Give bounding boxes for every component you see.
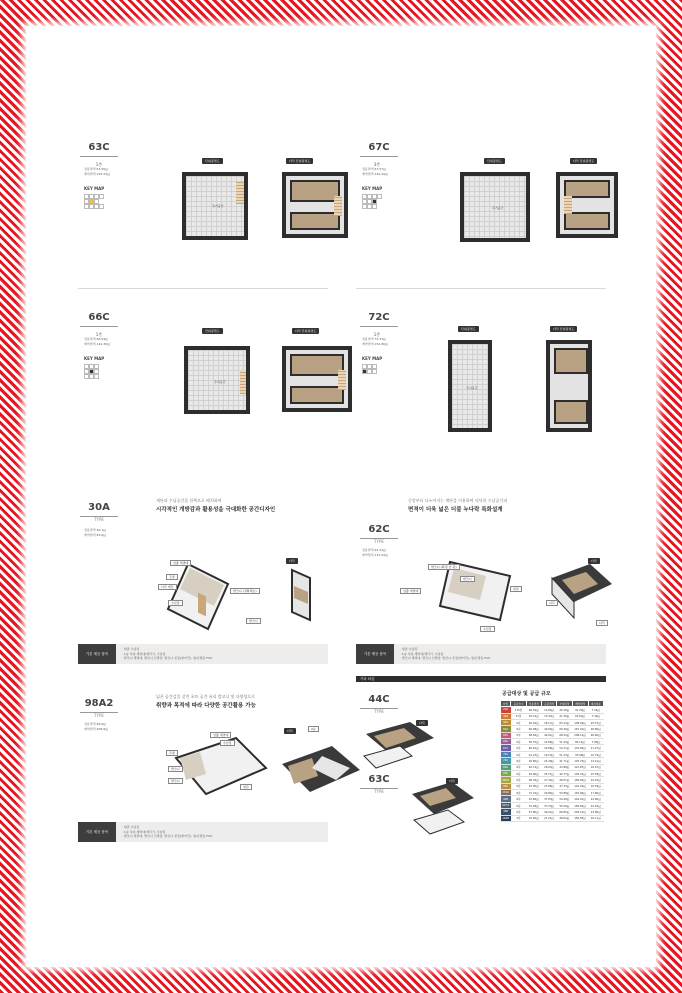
table-cell: 54.11㎡ — [557, 745, 572, 751]
table-cell: 43.88㎡ — [557, 764, 572, 770]
callout: 입출 세면대 — [170, 560, 191, 566]
page-footer: · — [78, 864, 79, 867]
table-cell: 9실 — [511, 764, 526, 770]
supply-table-title: 공급대상 및 공급 규모 — [502, 691, 551, 697]
table-cell: 26.16㎡ — [557, 707, 572, 713]
type-swatch-cell: 67C — [501, 745, 511, 751]
unit-area-contract: 142.30㎡ — [96, 342, 111, 346]
type-swatch-cell: 20A — [501, 707, 511, 713]
unit-code-card — [80, 142, 118, 157]
unit-info: 1층 전용면적 66.54㎡ 계약면적 142.30㎡ — [84, 332, 114, 347]
table-cell: 96.34㎡ — [526, 777, 541, 783]
table-cell: 7.90㎡ — [588, 739, 603, 745]
table-cell: 208.12㎡ — [572, 732, 588, 738]
table-cell: 16.07㎡ — [588, 764, 603, 770]
table-cell: 150.83㎡ — [572, 815, 588, 821]
loft-mezzanine — [290, 354, 344, 376]
table-cell: 66.26㎡ — [557, 726, 572, 732]
plan-tag: 다락 단위평면도 — [570, 158, 597, 164]
table-cell: 68.85㎡ — [557, 809, 572, 815]
unit-floor: 1층 — [95, 162, 103, 167]
callout: 주방 — [166, 574, 178, 580]
table-cell: 7.30㎡ — [588, 713, 603, 719]
table-cell: 9실 — [511, 770, 526, 776]
table-cell: 21.39㎡ — [557, 713, 572, 719]
table-cell: 167.24㎡ — [572, 726, 588, 732]
table-cell: 152.96㎡ — [572, 790, 588, 796]
type-word: TYPE — [94, 713, 104, 718]
loft-plan — [556, 172, 618, 238]
room-label: 주거공간 — [214, 380, 226, 384]
keymap-icon — [362, 194, 388, 214]
table-cell: 51.33㎡ — [557, 739, 572, 745]
unit-area-exclusive: 62.14㎡ — [374, 548, 387, 552]
callout: 다락 — [546, 600, 558, 606]
table-cell: 37.83㎡ — [541, 796, 556, 802]
table-cell: 16.39㎡ — [588, 783, 603, 789]
included-items-bar — [356, 644, 606, 664]
table-cell: 40.21㎡ — [541, 809, 556, 815]
supply-table-header: 타입 — [501, 701, 511, 707]
table-cell: 15.58㎡ — [588, 770, 603, 776]
table-cell: 62.44㎡ — [526, 719, 541, 725]
table-cell: 26.80㎡ — [588, 726, 603, 732]
type-swatch-cell: 62C — [501, 726, 511, 732]
callout: 주방 — [166, 750, 178, 756]
table-cell: 25.71㎡ — [541, 770, 556, 776]
unit-info: 3층 전용면적 67.57㎡ 계약면적 142.29㎡ — [362, 162, 392, 177]
unit-info: 전용면적 30.1㎡ 계약면적 63.6㎡ — [84, 528, 107, 537]
loft-mezzanine — [290, 212, 340, 230]
plan-tag: 단위평면도 — [458, 326, 479, 332]
stair — [564, 196, 572, 214]
plan-tag: 단위평면도 — [484, 158, 505, 164]
unit-area-contract: 63.6㎡ — [96, 533, 107, 537]
isometric-63c — [404, 774, 484, 844]
type-swatch-cell: 66C — [501, 739, 511, 745]
unit-code: 63C — [80, 142, 118, 157]
callout: 발코니 — [460, 576, 475, 582]
unit-area-contract: 142.29㎡ — [374, 172, 389, 176]
table-cell: 67.05㎡ — [526, 783, 541, 789]
table-cell: 3실 — [511, 815, 526, 821]
table-cell: 9실 — [511, 802, 526, 808]
table-cell: 9실 — [511, 739, 526, 745]
unit-area-exclusive: 72.33㎡ — [374, 337, 387, 341]
keymap-label: KEY MAP — [84, 356, 105, 361]
unit-code: 98A2 — [80, 698, 118, 713]
canvas — [26, 26, 656, 967]
callout: 현관 — [510, 586, 522, 592]
plan-tag: 다락 단위평면도 — [286, 158, 313, 164]
supply-table-header: 공급호수 — [511, 701, 526, 707]
table-cell: 63.64㎡ — [572, 713, 588, 719]
included-items-bar — [78, 822, 328, 842]
unit-floor: 1층 — [373, 332, 381, 337]
table-cell: 26.60㎡ — [588, 732, 603, 738]
stair — [240, 370, 246, 394]
callout: 다락 — [596, 620, 608, 626]
included-items-list: · 현관 수납장 · 1층 샤워 세면대/세탁기, 수납장 · 발코니 세면대, 발코니 신발장, 발코니 천장(에어컨), 냉/난방용 FCU — [122, 647, 213, 660]
table-cell: 25.57㎡ — [588, 719, 603, 725]
table-cell: 63.90㎡ — [526, 770, 541, 776]
floor-plan — [182, 172, 248, 240]
type-swatch-cell: 44B — [501, 796, 511, 802]
type-swatch-cell: 90C — [501, 770, 511, 776]
supply-table-header: 전용면적 — [526, 701, 541, 707]
table-cell: 54.28㎡ — [557, 796, 572, 802]
supply-table — [500, 700, 604, 822]
room-label: 주거공간 — [492, 206, 504, 210]
loft-mezzanine — [564, 212, 610, 230]
keymap-icon — [84, 194, 110, 214]
table-cell: 47.33㎡ — [557, 783, 572, 789]
table-cell: 13.43㎡ — [541, 713, 556, 719]
table-cell: 10.79㎡ — [588, 751, 603, 757]
table-cell: 50.88㎡ — [557, 790, 572, 796]
table-cell: 9실 — [511, 783, 526, 789]
table-cell: 65.24㎡ — [557, 719, 572, 725]
unit-code: 67C — [360, 142, 398, 157]
unit-code: 44C — [360, 694, 398, 709]
unit-area-contract: 152.86㎡ — [374, 342, 389, 346]
included-items-label: 기본 제공 품목 — [356, 644, 394, 664]
supply-table-header: 공용면적 — [541, 701, 556, 707]
type-swatch-cell: 30A — [501, 713, 511, 719]
table-cell: 138.29㎡ — [572, 719, 588, 725]
table-cell: 17.80㎡ — [588, 790, 603, 796]
unit-area-exclusive: 63.95㎡ — [96, 167, 109, 171]
unit-area-contract: 131.93㎡ — [374, 553, 389, 557]
unit-code: 30A — [80, 502, 118, 517]
table-cell: 184.82㎡ — [572, 802, 588, 808]
table-cell: 27.86㎡ — [541, 783, 556, 789]
loft-tag: 다락 — [286, 558, 298, 564]
table-cell: 205.15㎡ — [572, 809, 588, 815]
type-swatch-cell: 46B — [501, 809, 511, 815]
plan-tag: 다락 단위평면도 — [550, 326, 577, 332]
table-cell: 169.83㎡ — [572, 777, 588, 783]
unit-code-card — [80, 698, 118, 718]
table-cell: 29.63㎡ — [541, 764, 556, 770]
plan-tag: 단위평면도 — [202, 158, 223, 164]
table-cell: 30.14㎡ — [526, 713, 541, 719]
isometric-loft — [284, 566, 324, 626]
loft-plan — [546, 340, 592, 432]
table-cell: 18.17㎡ — [541, 719, 556, 725]
loft-tag: 다락 — [416, 720, 428, 726]
table-cell: 9실 — [511, 745, 526, 751]
unit-code-card — [360, 142, 398, 157]
included-items-list: · 현관 수납장 · 1층 샤워 세면대/세탁기, 수납장 · 발코니 세면대, 발코니 신발장, 발코니 천장(에어컨), 냉/난방용 FCU — [400, 647, 491, 660]
callout: 수납장 — [480, 626, 495, 632]
unit-info: 전용면적 62.14㎡ 계약면적 131.93㎡ — [362, 548, 389, 557]
table-cell: 12.86㎡ — [541, 739, 556, 745]
table-cell: 23.80㎡ — [588, 809, 603, 815]
table-cell: 132.60㎡ — [572, 745, 588, 751]
table-cell: 11.84㎡ — [541, 707, 556, 713]
type-swatch-cell: 44C — [501, 719, 511, 725]
table-cell: 37.23㎡ — [541, 802, 556, 808]
room-label: 주거공간 — [212, 204, 224, 208]
table-cell: 56.75㎡ — [526, 739, 541, 745]
table-cell: 144.91㎡ — [572, 796, 588, 802]
unit-area-exclusive: 66.54㎡ — [96, 337, 109, 341]
table-cell: 7.54㎡ — [588, 707, 603, 713]
type-swatch-cell: 72C — [501, 751, 511, 757]
table-cell: 46.07㎡ — [557, 777, 572, 783]
plan-tag: 단위평면도 — [202, 328, 223, 334]
stair — [334, 196, 342, 216]
unit-code-card — [360, 694, 398, 714]
type-word: TYPE — [374, 709, 384, 714]
table-cell: 85.12㎡ — [572, 739, 588, 745]
page-footer: · — [78, 466, 79, 469]
unit-floor: 1층 — [95, 332, 103, 337]
unit-code: 62C — [360, 524, 398, 539]
type-headline: 취향과 목적에 따라 다양한 공간활용 가능 — [156, 703, 256, 709]
table-cell: 125.74㎡ — [572, 758, 588, 764]
supply-table-header: 대지지분 — [588, 701, 603, 707]
unit-area-exclusive: 98.6㎡ — [96, 722, 107, 726]
loft-mezzanine — [290, 180, 340, 202]
table-cell: 66.61㎡ — [526, 745, 541, 751]
table-cell: 9실 — [511, 790, 526, 796]
table-cell: 9실 — [511, 777, 526, 783]
keymap-label: KEY MAP — [362, 356, 383, 361]
unit-floor: 3층 — [373, 162, 381, 167]
type-description: 계단과 수납공간을 한쪽으로 배치하여 — [156, 498, 222, 503]
type-swatch-cell: 99C — [501, 783, 511, 789]
table-cell: 19.88㎡ — [541, 745, 556, 751]
unit-code: 63C — [360, 774, 398, 789]
table-cell: 121.87㎡ — [572, 764, 588, 770]
table-cell: 91.29㎡ — [572, 707, 588, 713]
plans-page — [70, 90, 612, 480]
callout: 수납장 — [220, 740, 235, 746]
unit-code-card — [360, 312, 398, 327]
types-page — [70, 488, 612, 878]
table-cell: 76.00㎡ — [526, 815, 541, 821]
table-cell: 52.80㎡ — [526, 796, 541, 802]
callout: 현관 — [240, 784, 252, 790]
table-cell: 40.91㎡ — [541, 732, 556, 738]
table-cell: 52.28㎡ — [526, 802, 541, 808]
keymap-icon — [362, 364, 388, 386]
callout: 수납장 — [168, 600, 183, 606]
table-cell: 68.54㎡ — [557, 732, 572, 738]
type-headline: 시각적인 개방감과 활용성을 극대화한 공간디자인 — [156, 507, 276, 513]
unit-info: 1층 전용면적 72.33㎡ 계약면적 152.86㎡ — [362, 332, 392, 347]
type-description: 넓은 공간감을 살린 포트 공간 유리 발코니 및 다양성으로 — [156, 694, 256, 699]
unit-area-exclusive: 67.57㎡ — [374, 167, 387, 171]
table-cell: 19.23㎡ — [541, 751, 556, 757]
type-swatch-cell: 62C3 — [502, 804, 510, 807]
callout: 2층 — [308, 726, 319, 732]
table-cell: 57.80㎡ — [526, 809, 541, 815]
loft-tag: 다락 — [284, 728, 296, 734]
table-cell: 9실 — [511, 726, 526, 732]
type-swatch-cell: 80A — [501, 764, 511, 770]
type-swatch-cell: 63C — [501, 732, 511, 738]
table-cell: 9실 — [511, 796, 526, 802]
stair — [338, 370, 346, 390]
room-label: 주거공간 — [466, 386, 478, 390]
table-cell: 40.77㎡ — [557, 770, 572, 776]
table-cell: 29.85㎡ — [541, 790, 556, 796]
table-cell: 44.23㎡ — [526, 751, 541, 757]
type-description: 중앙부터 나누어지는 계단을 이용하여 넉넉한 수납공간과 — [408, 498, 508, 503]
keymap-label: KEY MAP — [362, 186, 383, 191]
table-cell: 68.56㎡ — [526, 732, 541, 738]
table-cell: 48.62㎡ — [557, 815, 572, 821]
loft-plan — [282, 346, 352, 412]
table-cell: 93.98㎡ — [572, 751, 588, 757]
table-cell: 51.23㎡ — [557, 751, 572, 757]
unit-code-card — [80, 312, 118, 327]
unit-info: 1층 전용면적 63.95㎡ 계약면적 126.23㎡ — [84, 162, 114, 177]
loft-tag: 다락 — [588, 558, 600, 564]
included-items-list: · 현관 수납장 · 1층 샤워 세면대/세탁기, 수납장 · 발코니 세면대, 발코니 신발장, 발코니 천장(에어컨), 냉/난방용 FCU — [122, 825, 213, 838]
table-cell: 27.42㎡ — [541, 777, 556, 783]
table-cell: 26.80㎡ — [526, 758, 541, 764]
table-cell: 142.29㎡ — [572, 783, 588, 789]
included-items-label: 기본 제공 품목 — [78, 644, 116, 664]
table-cell: 9실 — [511, 751, 526, 757]
table-cell: 22.60㎡ — [588, 796, 603, 802]
keymap-label: KEY MAP — [84, 186, 105, 191]
unit-code-card — [80, 502, 118, 522]
table-cell: 175실 — [511, 707, 526, 713]
unit-code: 66C — [80, 312, 118, 327]
loft-tag: 다락 — [446, 778, 458, 784]
supply-table-header: 계약면적 — [572, 701, 588, 707]
type-word: TYPE — [374, 789, 384, 794]
table-cell: 24.28㎡ — [541, 758, 556, 764]
unit-code-card — [360, 774, 398, 794]
plan-tag: 다락 단위평면도 — [292, 328, 319, 334]
floor-plan — [184, 346, 250, 414]
type-swatch-cell: 98A2 — [502, 778, 510, 782]
table-cell: 9실 — [511, 719, 526, 725]
callout: 발코니 — [168, 778, 183, 784]
table-cell: 31실 — [511, 713, 526, 719]
table-cell: 27.21㎡ — [541, 815, 556, 821]
table-cell: 11.27㎡ — [588, 745, 603, 751]
table-cell: 62.74㎡ — [526, 764, 541, 770]
floor-plan — [460, 172, 530, 242]
misc-types-bar: 기타 타입 — [356, 676, 606, 682]
table-cell: 5실 — [511, 732, 526, 738]
table-cell: 22.40㎡ — [588, 802, 603, 808]
included-items-label: 기본 제공 품목 — [78, 822, 116, 842]
callout: 입출 세면대 — [210, 732, 231, 738]
callout: 발코니 (정확해요) — [230, 588, 260, 594]
type-swatch-cell: 74C — [501, 758, 511, 764]
included-items-bar — [78, 644, 328, 664]
unit-info: 전용면적 98.6㎡ 계약면적 208.8㎡ — [84, 722, 109, 731]
table-cell: 40.94㎡ — [541, 726, 556, 732]
table-cell: 72.22㎡ — [526, 790, 541, 796]
callout: 발코니 — [168, 766, 183, 772]
loft-plan — [282, 172, 348, 238]
type-swatch-cell: 164B — [502, 816, 510, 820]
loft-mezzanine — [554, 348, 588, 374]
stair — [236, 182, 244, 204]
table-cell: 60.98㎡ — [526, 726, 541, 732]
table-cell: 19.22㎡ — [588, 777, 603, 783]
unit-code: 72C — [360, 312, 398, 327]
table-cell: 41.71㎡ — [557, 758, 572, 764]
type-word: TYPE — [94, 517, 104, 522]
isometric-44c — [360, 716, 440, 776]
loft-mezzanine — [554, 400, 588, 424]
divider — [78, 288, 328, 289]
table-cell: 16.11㎡ — [588, 815, 603, 821]
callout: 다락 계단 — [158, 584, 177, 590]
table-cell: 26.54㎡ — [526, 707, 541, 713]
table-row — [501, 815, 604, 821]
keymap-icon — [84, 364, 110, 386]
table-cell: 14.41㎡ — [588, 758, 603, 764]
type-swatch-cell: 101A — [502, 791, 510, 795]
table-cell: 9실 — [511, 809, 526, 815]
isometric-loft — [276, 736, 366, 808]
unit-area-contract: 126.23㎡ — [96, 172, 111, 176]
unit-code-card — [360, 524, 398, 544]
floor-plan — [448, 340, 492, 432]
callout: 입출 세면대 — [400, 588, 421, 594]
callout: 발코니 — [246, 618, 261, 624]
divider — [356, 288, 606, 289]
isometric-loft — [546, 558, 616, 628]
type-headline: 면적이 더욱 넓은 더블 누다락 특화설계 — [408, 507, 503, 513]
supply-table-header: 부대면적 — [557, 701, 572, 707]
type-word: TYPE — [374, 539, 384, 544]
callout: 발코니 (확정 안 됨) — [428, 564, 460, 570]
table-cell: 130.22㎡ — [572, 770, 588, 776]
table-cell: 9실 — [511, 758, 526, 764]
loft-mezzanine — [290, 386, 344, 404]
table-cell: 56.59㎡ — [557, 802, 572, 808]
unit-area-exclusive: 30.1㎡ — [96, 528, 107, 532]
unit-area-contract: 208.8㎡ — [96, 727, 109, 731]
